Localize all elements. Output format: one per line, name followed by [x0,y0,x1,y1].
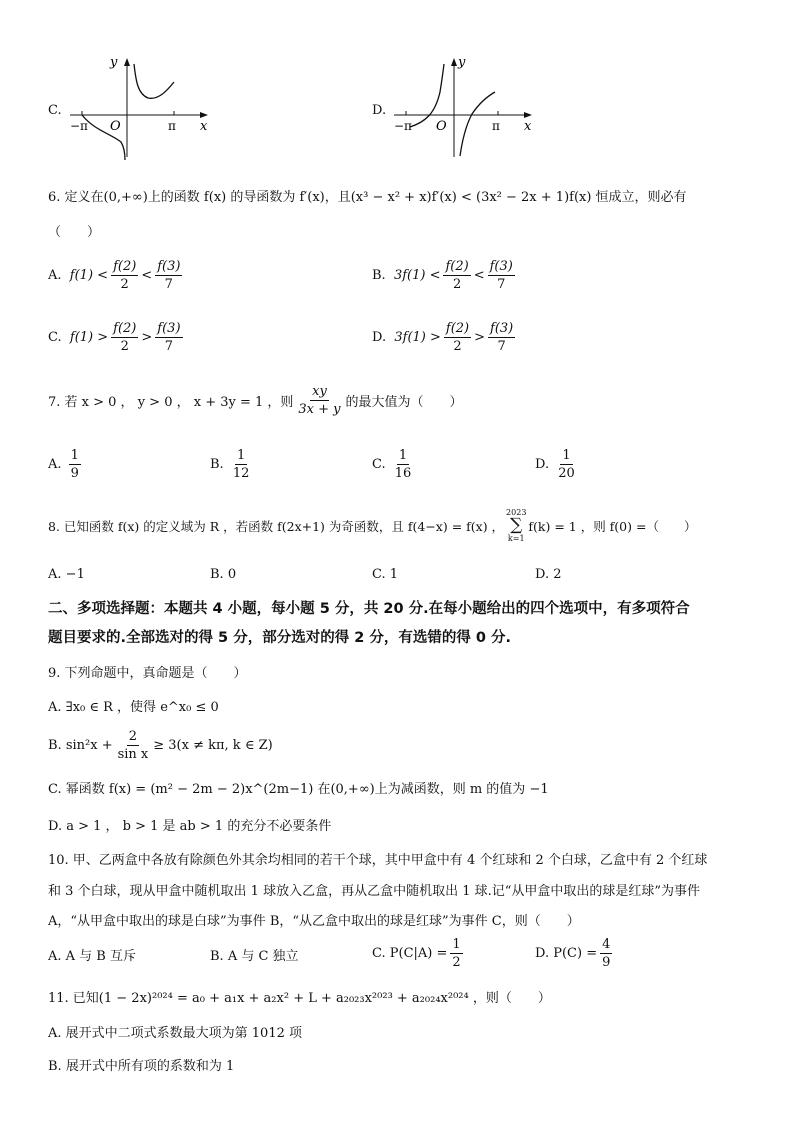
x-axis-arrow [200,112,208,118]
q11-option-b: B. 展开式中所有项的系数和为 1 [48,1059,235,1074]
q7-option-a: A. $\frac{1}{9}$ [48,448,79,481]
q6-option-b: B. 3f(1) < $\frac{f(2)}{2}$ < $\frac{f(3)}{7}$ [372,259,513,292]
q7-option-d: D. $\frac{1}{20}$ [535,448,575,481]
q10-option-d: D. P(C) = $\frac{4}{9}$ [535,937,611,970]
q9-option-b: B. sin²x + $\frac{2}{\text{sin x}}$ ≥ 3(x ≠ kπ, k ∈ Z) [48,729,273,762]
graph-c [66,52,216,162]
x-label: x [200,119,208,134]
q8-option-a: A. −1 [48,567,85,582]
q7-option-b: B. $\frac{1}{12}$ [210,448,250,481]
svg-text:π: π [492,119,500,133]
curve-left [410,64,444,127]
q8-option-c: C. 1 [372,567,399,582]
q10-stem-l2: 和 3 个白球，现从甲盒中随机取出 1 球放入乙盒，再从乙盒中随机取出 1 球.记“从甲盒中取出的球是红球”为事件 [48,884,701,899]
q6-option-a: A. f(1) < $\frac{f(2)}{2}$ < $\frac{f(3)}{7}$ [48,259,181,292]
summation: 2023 ∑ k=1 [506,508,527,543]
q6-stem: 6. 定义在(0,+∞)上的函数 f(x) 的导函数为 f′(x)，且(x³ − x² + x)f′(x) < (3x² − 2x + 1)f(x) 恒成立，则必有 [48,190,687,205]
origin-label: O [110,119,121,134]
y-label: y [110,55,118,70]
svg-text:O: O [436,119,447,134]
q10-stem-l1: 10. 甲、乙两盒中各放有除颜色外其余均相同的若干个球，其中甲盒中有 4 个红球和 2 个白球，乙盒中有 2 个红球 [48,853,708,868]
q9-option-d: D. a > 1 ， b > 1 是 ab > 1 的充分不必要条件 [48,819,332,834]
q7-option-c: C. $\frac{1}{16}$ [372,448,412,481]
q9-option-c: C. 幂函数 f(x) = (m² − 2m − 2)x^(2m−1) 在(0,+∞)上为减函数，则 m 的值为 −1 [48,782,549,797]
q11-stem: 11. 已知(1 − 2x)²⁰²⁴ = a₀ + a₁x + a₂x² + L + a₂₀₂₃x²⁰²³ + a₂₀₂₄x²⁰²⁴ ，则（ ） [48,991,551,1006]
q11-option-a: A. 展开式中二项式系数最大项为第 1012 项 [48,1026,303,1041]
y-axis-arrow [124,58,130,66]
section-instructions: 题目要求的.全部选对的得 5 分，部分选对的得 2 分，有选错的得 0 分. [48,630,512,646]
q8-option-b: B. 0 [210,567,237,582]
q6-stem-paren: （ ） [48,225,101,240]
q10-stem-l3: A，“从甲盒中取出的球是白球”为事件 B，“从乙盒中取出的球是红球”为事件 C，则（ ） [48,914,580,929]
q10-option-b: B. A 与 C 独立 [210,949,299,964]
curve-right [134,64,174,98]
q10-option-a: A. A 与 B 互斥 [48,949,136,964]
q10-option-c: C. P(C|A) = $\frac{1}{2}$ [372,937,461,970]
graph-d [390,52,540,162]
section-heading: 二、多项选择题：本题共 4 小题，每小题 5 分，共 20 分.在每小题给出的四个选项中，有多项符合 [48,601,690,617]
option-c-label: C. [48,103,62,118]
q6-option-c: C. f(1) > $\frac{f(2)}{2}$ > $\frac{f(3)}{7}$ [48,321,181,354]
q6-option-d: D. 3f(1) > $\frac{f(2)}{2}$ > $\frac{f(3)}{7}$ [372,321,514,354]
pi-label: π [168,119,176,133]
curve-right [460,92,495,156]
q8-option-d: D. 2 [535,567,562,582]
q8-stem: 8. 已知函数 f(x) 的定义域为 R ，若函数 f(2x+1) 为奇函数，且 f(4−x) = f(x) ， 2023 ∑ k=1 f(k) = 1 ，则 f(0) =（ ） [48,508,697,543]
q7-stem: 7. 若 x > 0 ， y > 0 ， x + 3y = 1 ，则 $\frac{xy}{3x + y}$ 的最大值为（ ） [48,384,463,417]
svg-text:y: y [458,55,466,70]
option-d-label: D. [372,103,387,118]
q9-stem: 9. 下列命题中，真命题是（ ） [48,666,247,681]
q9-option-a: A. ∃x₀ ∈ R ，使得 e^x₀ ≤ 0 [48,700,219,715]
svg-text:x: x [524,119,532,134]
neg-pi-label: −π [70,119,88,133]
svg-text:−π: −π [394,119,412,133]
